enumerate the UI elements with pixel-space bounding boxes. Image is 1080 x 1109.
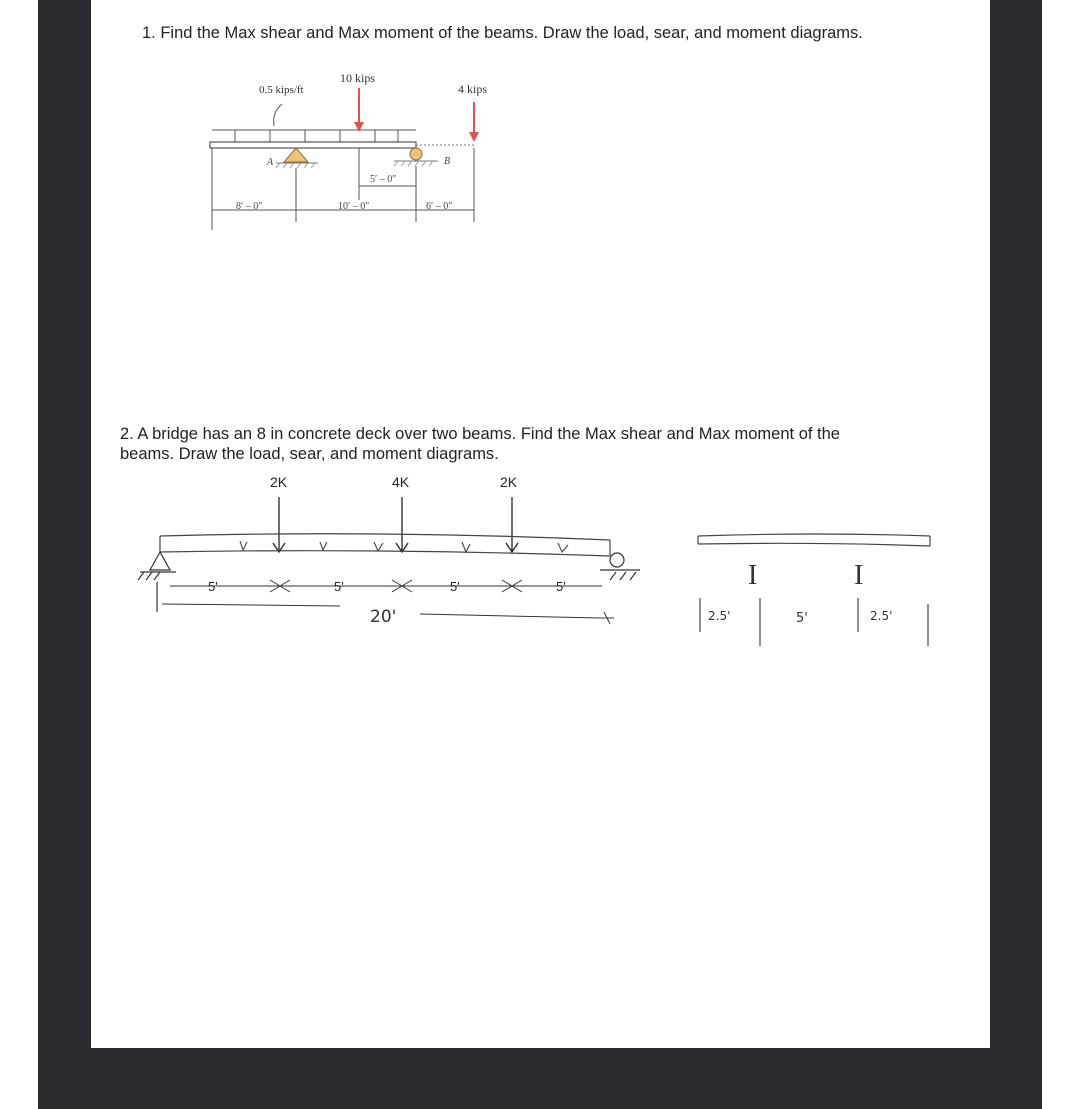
cross-section-deck (698, 534, 930, 546)
load-right-label: 2K (500, 474, 518, 490)
bridge-beam (160, 534, 610, 556)
dim-load-offset-label: 5′ – 0″ (370, 174, 397, 185)
support-b-label: B (444, 156, 451, 167)
point-load-2-label: 4 kips (458, 82, 488, 96)
load-middle-label: 4K (392, 474, 410, 490)
distributed-load-label: 0.5 kips/ft (259, 84, 304, 96)
girder-left-symbol: I (748, 560, 758, 591)
load-left-label: 2K (270, 474, 288, 490)
bridge-point-loads (273, 497, 518, 552)
span-3-label: 5' (450, 579, 460, 594)
cross-section-dim-middle: 5' (796, 611, 808, 626)
girder-right-symbol: I (854, 560, 864, 591)
cross-section-dim-left: 2.5' (708, 609, 731, 623)
total-span-label: 20' (370, 607, 397, 627)
cross-section-dimension-ticks (700, 598, 928, 646)
question-2-text: 2. A bridge has an 8 in concrete deck over two beams. Find the Max shear and Max moment of the beams. Draw the load, sear, and moment diagrams. (120, 425, 840, 463)
bridge-right-support (600, 553, 640, 580)
dim-middle-label: 10′ – 0″ (338, 201, 370, 212)
span-1-label: 5' (208, 579, 218, 594)
cross-section-dim-right: 2.5' (870, 609, 893, 623)
point-load-1-label: 10 kips (340, 71, 376, 85)
dim-left-label: 8′ – 0″ (236, 201, 263, 212)
question-1-text: 1. Find the Max shear and Max moment of the beams. Draw the load, sear, and moment diagrams. (142, 24, 863, 42)
span-4-label: 5' (556, 579, 566, 594)
bridge-left-support (138, 552, 176, 612)
dim-right-label: 6′ – 0″ (426, 201, 453, 212)
support-a-label: A (267, 157, 274, 168)
span-2-label: 5' (334, 579, 344, 594)
